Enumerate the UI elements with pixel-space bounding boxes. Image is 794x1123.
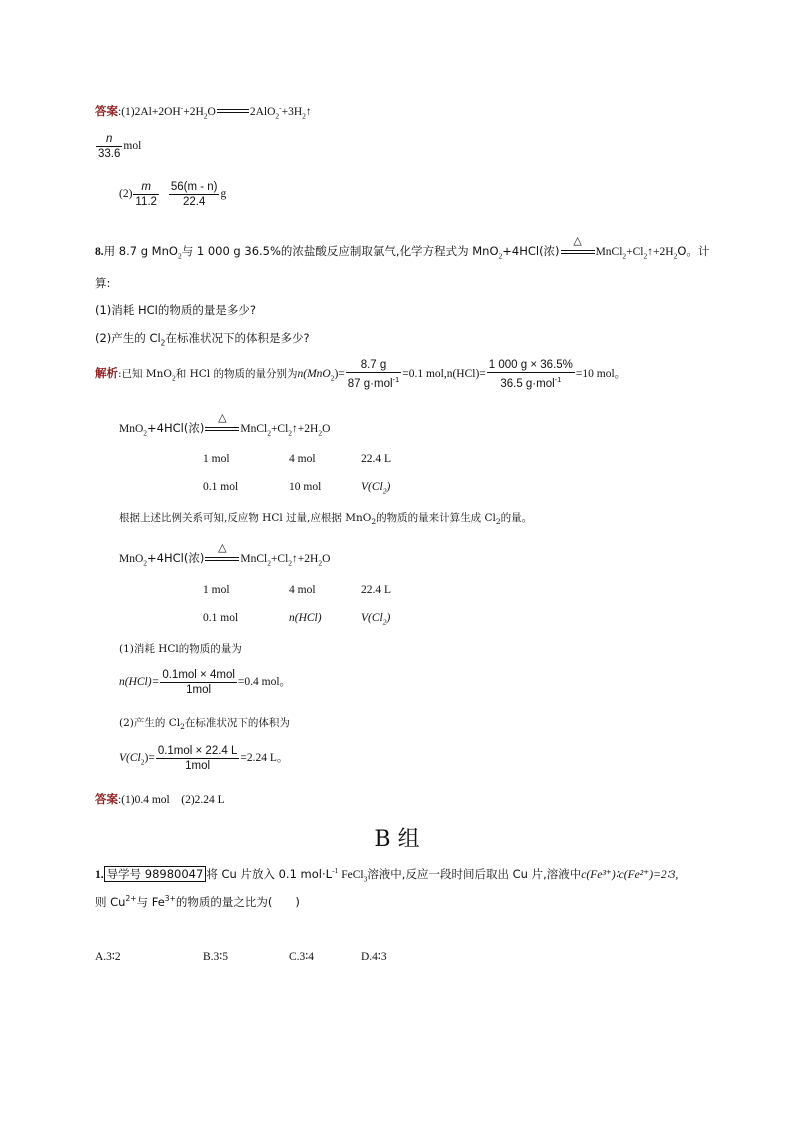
answer-label: 答案 bbox=[95, 792, 118, 806]
answer-label: 答案 bbox=[95, 104, 118, 118]
guide-code-link[interactable]: 导学号 98980047 bbox=[104, 866, 207, 882]
ratio2-row-1c: 22.4 L bbox=[361, 584, 392, 596]
option-a[interactable]: A.3∶2 bbox=[95, 951, 121, 963]
delta-icon: △ bbox=[218, 542, 227, 555]
analysis-note: 根据上述比例关系可知,反应物 HCl 过量,应根据 MnO$_2$的物质的量来计算生成 $Cl_2$的量。 bbox=[119, 512, 533, 527]
answer-1-text: $:(1)2Al+2OH^-+2H_2O$ $2AlO_2^-+3H_2↑$ bbox=[118, 103, 312, 121]
question-8-sub2: (2)产生的 $Cl_2$在标准状况下的体积是多少? bbox=[95, 331, 310, 348]
ratio2-row-1a: 1 mol bbox=[203, 584, 230, 596]
ratio2-row-2c: $V(Cl_2)$ bbox=[361, 612, 391, 627]
option-c[interactable]: C.3∶4 bbox=[289, 951, 315, 963]
final-answer: 答案:(1)0.4 mol (2)2.24 L bbox=[95, 792, 225, 806]
ratio2-row-1b: 4 mol bbox=[289, 584, 316, 596]
solution-1-calc: n(HCl)= $\frac{\text{0.1mol × 4mol}}{\text{1mol}}$ =0.4 mol。 bbox=[119, 669, 292, 696]
option-b[interactable]: B.3∶5 bbox=[203, 951, 229, 963]
answer-2: (2) $\frac{m}{11.2}$ $\frac{56(m - n)}{22.4}$ g bbox=[119, 181, 227, 208]
equals-sign bbox=[217, 108, 249, 116]
question-8-sub1: (1)消耗 HCl的物质的量是多少? bbox=[95, 303, 256, 317]
equation-2: MnO$_2$+4HCl(浓) △ $MnCl_2+Cl_2↑+2H_2O$ bbox=[119, 542, 331, 568]
answer-1-fraction: $\frac{n}{33.6}$ mol bbox=[98, 133, 142, 160]
question-1-line: 1. 导学号 98980047 将 Cu 片放入 0.1 $mol\cdot L^{-1}$ FeCl$_3$溶液中,反应一段时间后取出 Cu 片,溶液中c(Fe³⁺)∶c(Fe²⁺)=2∶3, bbox=[95, 866, 679, 884]
ratio2-row-2b: n(HCl) bbox=[289, 612, 322, 624]
solution-2-title: (2)产生的 $Cl_2$在标准状况下的体积为 bbox=[119, 717, 290, 732]
delta-icon: △ bbox=[573, 235, 582, 248]
analysis-label: 解析 bbox=[95, 366, 118, 381]
equation-1: MnO$_2$+4HCl(浓) △ $MnCl_2+Cl_2↑+2H_2O$ bbox=[119, 412, 331, 438]
option-d[interactable]: D.4∶3 bbox=[361, 951, 387, 963]
ratio-row-2b: 10 mol bbox=[289, 481, 322, 493]
solution-1-title: (1)消耗 HCl的物质的量为 bbox=[119, 643, 242, 655]
ratio-row-1a: 1 mol bbox=[203, 453, 230, 465]
question-8-line: 8.用 8.7 g MnO$_2$与 1 000 g 36.5%的浓盐酸反应制取氯气,化学方程式为 MnO$_2$+4HCl(浓) △ $MnCl_2+Cl_2↑+2H_2O$。计 bbox=[95, 235, 710, 261]
group-title: B 组 bbox=[374, 827, 420, 852]
ratio2-row-2a: 0.1 mol bbox=[203, 612, 239, 624]
analysis-line: 解析:已知 MnO$_2$和 HCl 的物质的量分别为n(MnO$_2$)= $\frac{8.7 g}{87 g\cdot mol^{-1}}$ =0.1 mol,n(HCl)= $\frac{1 000 g \times 36.5\%}{36.5 g\cdot mol^{-1}}$ =10 mol。 bbox=[95, 359, 627, 390]
ratio-row-1b: 4 mol bbox=[289, 453, 316, 465]
ratio-row-2c: $V(Cl_2)$ bbox=[361, 481, 391, 496]
solution-2-calc: $V(Cl_2)=$ $\frac{\text{0.1mol × 22.4 L}}{\text{1mol}}$ =2.24 L。 bbox=[119, 745, 289, 772]
question-1-cont: 则 $Cu^{2+}$与 $Fe^{3+}$的物质的量之比为( ) bbox=[95, 894, 300, 909]
delta-icon: △ bbox=[218, 412, 227, 425]
answer-line-1 bbox=[95, 103, 312, 120]
ratio-row-2a: 0.1 mol bbox=[203, 481, 239, 493]
heat-arrow bbox=[561, 235, 595, 257]
question-8-cont: 算: bbox=[95, 276, 111, 290]
ratio-row-1c: 22.4 L bbox=[361, 453, 392, 465]
